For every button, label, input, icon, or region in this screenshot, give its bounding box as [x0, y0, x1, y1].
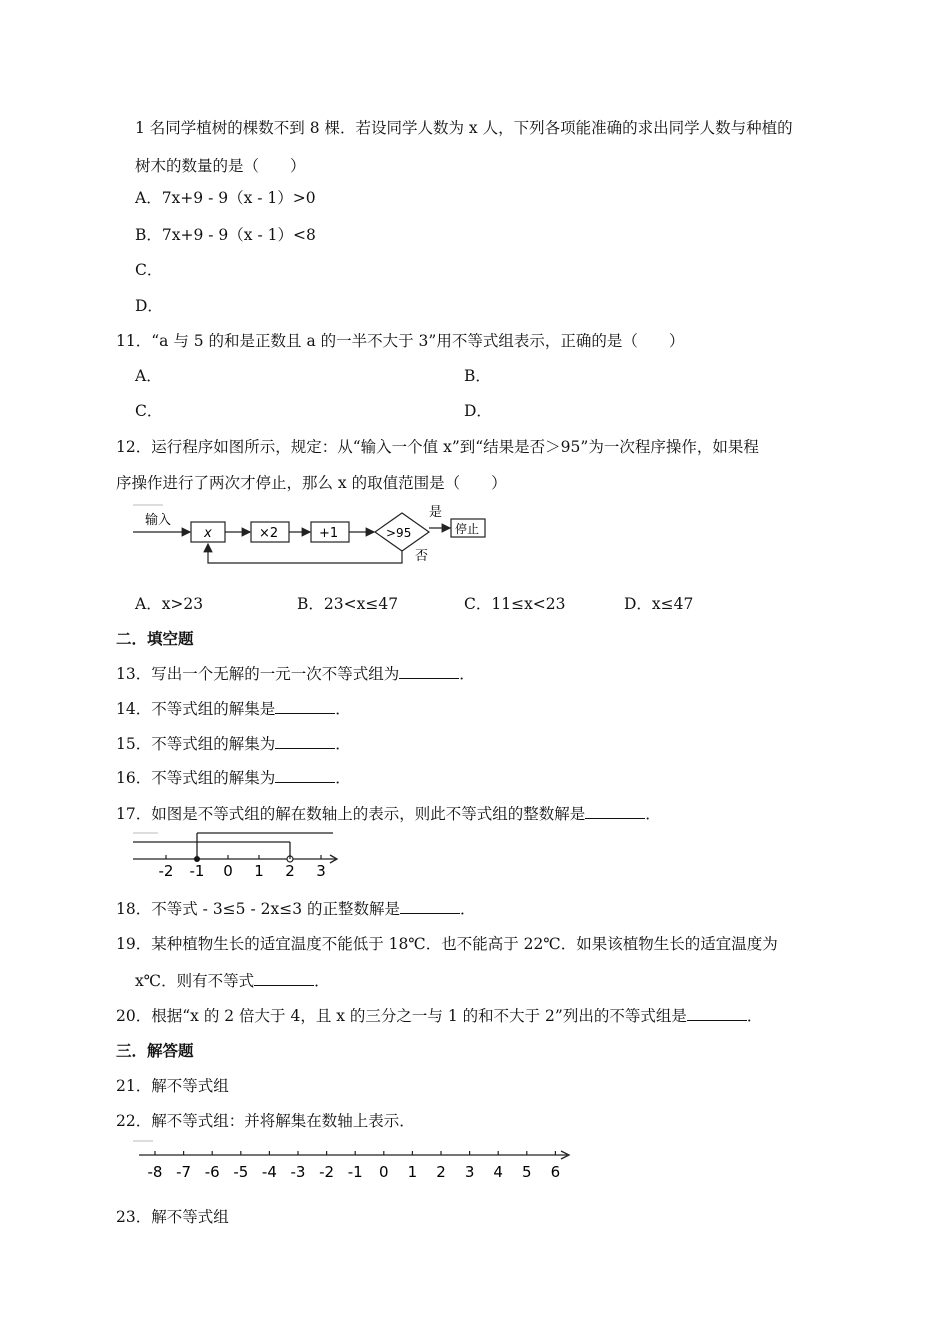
flow-yes-label: 是 [429, 505, 443, 520]
q11-option-b: B． [464, 367, 491, 385]
q15-end: ． [335, 735, 351, 753]
q19-line2 [135, 971, 330, 991]
axis-tick-label: -8 [147, 1163, 163, 1181]
q12-option-c: C．11≤x<23 [464, 595, 566, 613]
q10-option-c: C． [135, 261, 163, 279]
q21-text: 21．解不等式组 [116, 1077, 229, 1095]
axis-tick-label: -5 [233, 1163, 249, 1181]
q19-end: ． [314, 972, 330, 990]
q15-blank [275, 734, 335, 749]
q16-text [116, 768, 351, 788]
q11-option-c: C． [135, 402, 163, 420]
axis-tick-label: 0 [223, 862, 233, 880]
q16-blank [275, 768, 335, 783]
section-answer-heading: 三．解答题 [116, 1041, 194, 1060]
flow-no-label: 否 [415, 549, 429, 564]
flow-condition-label: >95 [386, 526, 412, 540]
q14-stem: 14．不等式组的解集是 [116, 700, 276, 718]
flow-stop-label: 停止 [455, 522, 480, 536]
q10-stem-line1: 1 名同学植树的棵数不到 8 棵．若设同学人数为 x 人，下列各项能准确的求出同学人数与种植的 [135, 119, 793, 137]
q18-stem: 18．不等式 - 3≤5 - 2x≤3 的正整数解是 [116, 900, 400, 918]
q22-text: 22．解不等式组：并将解集在数轴上表示． [116, 1112, 415, 1130]
q12-stem-line2: 序操作进行了两次才停止，那么 x 的取值范围是（ ） [116, 474, 507, 492]
axis-tick-label: -2 [158, 862, 174, 880]
axis-tick-label: -1 [189, 862, 205, 880]
q14-end: ． [335, 700, 351, 718]
q16-end: ． [335, 769, 351, 787]
flow-box-x-label: x [204, 526, 212, 541]
axis-tick-label: 3 [316, 862, 326, 880]
q19-blank [254, 971, 314, 986]
axis-tick-label: -2 [319, 1163, 335, 1181]
axis-tick-label: 2 [285, 862, 295, 880]
q23-text: 23．解不等式组 [116, 1208, 229, 1226]
q10-stem-line2: 树木的数量的是（ ） [135, 157, 306, 175]
axis-tick-label: 1 [407, 1163, 418, 1181]
q13-end: ． [459, 665, 475, 683]
q11-stem: 11．“a 与 5 的和是正数且 a 的一半不大于 3”用不等式组表示，正确的是（ ） [116, 332, 685, 350]
q16-stem: 16．不等式组的解集为 [116, 769, 276, 787]
axis-tick-label: -7 [176, 1163, 192, 1181]
q22-number-line [133, 1136, 578, 1182]
q13-blank [399, 664, 459, 679]
q20-stem: 20．根据“x 的 2 倍大于 4，且 x 的三分之一与 1 的和不大于 2”列出的不等式组是 [116, 1007, 687, 1025]
section-fill-in-heading: 二．填空题 [116, 629, 194, 648]
axis-tick-label: -6 [204, 1163, 220, 1181]
q10-option-b: B．7x+9 - 9（x - 1）<8 [135, 226, 316, 244]
axis-tick-label: 6 [550, 1163, 561, 1181]
axis-tick-label: 5 [522, 1163, 532, 1181]
axis-tick-label: 0 [379, 1163, 389, 1181]
flow-box-times2-label: ×2 [259, 526, 279, 541]
q12-option-a: A．x>23 [135, 595, 204, 613]
q19-stem: x℃．则有不等式 [135, 972, 255, 990]
q17-end: ． [645, 805, 661, 823]
flow-box-plus1-label: +1 [319, 526, 339, 541]
q17-number-line [133, 828, 343, 884]
q17-text [116, 804, 661, 824]
q14-blank [275, 699, 335, 714]
q19-line1: 19．某种植物生长的适宜温度不能低于 18℃．也不能高于 22℃．如果该植物生长的适宜温度为 [116, 935, 778, 953]
q11-option-d: D． [464, 402, 492, 420]
q10-option-a: A．7x+9 - 9（x - 1）>0 [135, 189, 316, 207]
q12-stem-line1: 12．运行程序如图所示，规定：从“输入一个值 x”到“结果是否＞95”为一次程序操作，如果程 [116, 438, 759, 456]
q13-stem: 13．写出一个无解的一元一次不等式组为 [116, 665, 400, 683]
q18-end: ． [460, 900, 476, 918]
q14-text [116, 699, 351, 719]
q10-option-d: D． [135, 297, 163, 315]
axis-tick-label: -3 [290, 1163, 306, 1181]
q20-end: ． [746, 1007, 763, 1025]
q20-blank [687, 1006, 747, 1021]
flow-input-label: 输入 [145, 513, 172, 528]
axis-tick-label: -1 [347, 1163, 363, 1181]
q15-text [116, 734, 351, 754]
axis-tick-label: 1 [254, 862, 264, 880]
q12-option-b: B．23<x≤47 [297, 595, 399, 613]
axis-tick-label: 2 [436, 1163, 446, 1181]
q17-blank [585, 804, 645, 819]
axis-tick-label: 3 [464, 1163, 475, 1181]
q20-text [116, 1006, 762, 1026]
axis-tick-label: 4 [493, 1163, 503, 1181]
q12-flowchart [133, 500, 493, 570]
q15-stem: 15．不等式组的解集为 [116, 735, 276, 753]
q17-stem: 17．如图是不等式组的解在数轴上的表示，则此不等式组的整数解是 [116, 805, 586, 823]
q18-blank [400, 899, 460, 914]
q12-option-d: D．x≤47 [624, 595, 694, 613]
q13-text [116, 664, 475, 684]
axis-tick-label: -4 [261, 1163, 277, 1181]
q18-text [116, 899, 476, 919]
q11-option-a: A． [135, 367, 162, 385]
